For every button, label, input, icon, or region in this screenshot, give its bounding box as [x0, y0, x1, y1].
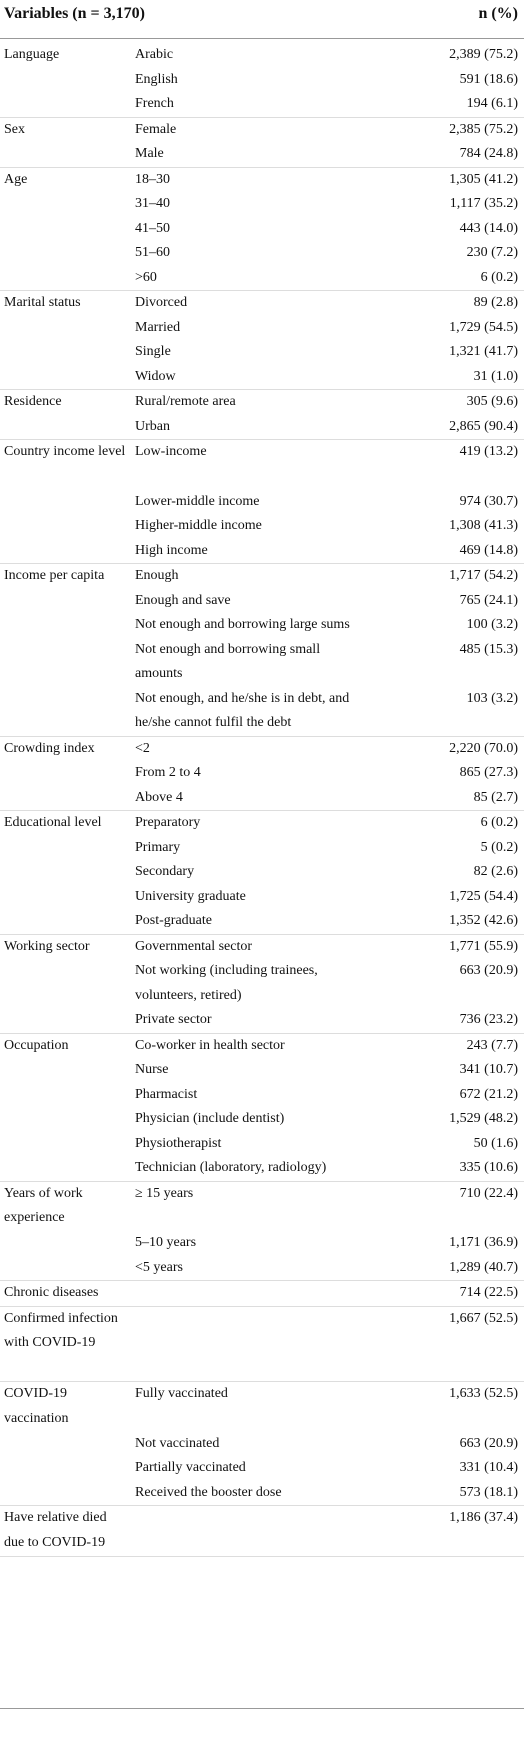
table-group — [0, 118, 524, 168]
table-group — [0, 935, 524, 1034]
table-row — [135, 168, 524, 193]
value-cell: 663 (20.9) — [459, 963, 518, 978]
category-cell: 31–40 — [135, 196, 170, 211]
table-row — [135, 1382, 524, 1407]
category-cell: Higher-middle income — [135, 518, 262, 533]
table-group — [0, 1281, 524, 1307]
table-group — [0, 1506, 524, 1557]
table-row — [135, 316, 524, 341]
variable-label: Language — [4, 47, 60, 62]
value-cell: 672 (21.2) — [459, 1086, 518, 1102]
table-row — [135, 638, 524, 687]
category-cell: Fully vaccinated — [135, 1386, 228, 1401]
table-row — [135, 390, 524, 415]
category-cell: Not enough, and he/she is in debt, and he/she cannot fulfil the debt — [135, 690, 350, 730]
value-cell: 784 (24.8) — [459, 146, 518, 161]
category-cell: Preparatory — [135, 815, 201, 830]
value-cell: 89 (2.8) — [473, 295, 518, 310]
category-cell: Single — [135, 344, 171, 359]
value-cell: 5 (0.2) — [480, 839, 518, 855]
table-row — [135, 1008, 524, 1033]
table-row — [135, 564, 524, 589]
variable-label: Income per capita — [4, 568, 105, 583]
value-cell: 736 (23.2) — [459, 1012, 518, 1027]
value-cell: 1,633 (52.5) — [449, 1386, 518, 1401]
category-cell: >60 — [135, 269, 157, 285]
table-row — [135, 1256, 524, 1281]
table-row — [135, 1231, 524, 1256]
table-row — [135, 909, 524, 934]
table-group — [0, 564, 524, 737]
category-cell: University graduate — [135, 888, 246, 904]
table-group — [0, 168, 524, 292]
category-cell: Secondary — [135, 864, 195, 879]
table-group — [0, 1382, 524, 1506]
value-cell: 305 (9.6) — [466, 394, 518, 409]
category-cell: Enough — [135, 568, 179, 583]
category-cell: Technician (laboratory, radiology) — [135, 1160, 327, 1175]
variable-label: Marital status — [4, 295, 81, 310]
value-cell: 1,352 (42.6) — [449, 913, 518, 928]
value-cell: 331 (10.4) — [459, 1460, 518, 1475]
table-row — [135, 1432, 524, 1457]
value-cell: 1,529 (48.2) — [449, 1111, 518, 1126]
table-row — [135, 687, 524, 736]
value-cell: 765 (24.1) — [459, 592, 518, 608]
category-cell: Private sector — [135, 1012, 212, 1027]
value-cell: 2,385 (75.2) — [449, 121, 518, 137]
category-cell: <5 years — [135, 1259, 183, 1275]
value-cell: 194 (6.1) — [466, 96, 518, 111]
category-cell: 51–60 — [135, 245, 170, 260]
category-cell: Male — [135, 146, 164, 161]
table-row — [135, 811, 524, 836]
table-group — [0, 1307, 524, 1383]
table-row — [135, 761, 524, 786]
category-cell: Nurse — [135, 1062, 169, 1077]
table-row — [135, 118, 524, 143]
variable-label: Sex — [4, 121, 25, 137]
category-cell: ≥ 15 years — [135, 1185, 194, 1201]
value-cell: 591 (18.6) — [459, 71, 518, 87]
table-row — [135, 1156, 524, 1181]
category-cell: English — [135, 71, 178, 87]
category-cell: Rural/remote area — [135, 394, 236, 409]
value-cell: 1,725 (54.4) — [449, 888, 518, 904]
table-row — [135, 241, 524, 266]
table-row — [135, 1307, 524, 1332]
variable-label: Educational level — [4, 815, 102, 830]
value-cell: 230 (7.2) — [466, 245, 518, 260]
category-cell: Female — [135, 121, 177, 137]
value-cell: 2,220 (70.0) — [449, 740, 518, 756]
table-row — [135, 43, 524, 68]
table-group — [0, 440, 524, 564]
table-row — [135, 860, 524, 885]
value-cell: 714 (22.5) — [459, 1285, 518, 1300]
value-cell: 335 (10.6) — [459, 1160, 518, 1175]
table-row — [135, 1506, 524, 1531]
variable-label: Age — [4, 171, 28, 187]
variable-label: Have relative died due to COVID-19 — [4, 1510, 107, 1550]
table-row — [135, 836, 524, 861]
table-row — [135, 1132, 524, 1157]
category-cell: From 2 to 4 — [135, 765, 201, 780]
value-cell: 100 (3.2) — [466, 617, 518, 632]
category-cell: Above 4 — [135, 789, 183, 805]
category-cell: Pharmacist — [135, 1086, 198, 1102]
table-row — [135, 291, 524, 316]
variable-label: Occupation — [4, 1037, 69, 1053]
table-row — [135, 1058, 524, 1083]
table-row — [135, 340, 524, 365]
value-cell: 50 (1.6) — [473, 1135, 518, 1151]
category-cell: Not enough and borrowing small amounts — [135, 641, 321, 681]
variable-label: Country income level — [4, 444, 126, 459]
category-cell: Post-graduate — [135, 913, 212, 928]
value-cell: 103 (3.2) — [466, 690, 518, 706]
value-cell: 663 (20.9) — [459, 1435, 518, 1451]
category-cell: French — [135, 96, 174, 111]
value-cell: 1,289 (40.7) — [449, 1259, 518, 1275]
value-cell: 6 (0.2) — [480, 815, 518, 830]
category-cell: Co-worker in health sector — [135, 1037, 285, 1053]
table-row — [135, 365, 524, 390]
table-row — [135, 539, 524, 564]
value-cell: 85 (2.7) — [473, 789, 518, 805]
table-row — [135, 589, 524, 614]
value-cell: 1,729 (54.5) — [449, 319, 518, 335]
table-row — [135, 1083, 524, 1108]
category-cell: 41–50 — [135, 220, 170, 236]
category-cell: Arabic — [135, 47, 174, 62]
table-row — [135, 142, 524, 167]
table-row — [135, 514, 524, 539]
category-cell: Married — [135, 319, 181, 335]
table-row — [135, 92, 524, 117]
table-row — [135, 1281, 524, 1306]
table-row — [135, 68, 524, 93]
category-cell: Urban — [135, 418, 170, 434]
table-row — [135, 1456, 524, 1481]
table-row — [135, 1107, 524, 1132]
table-row — [135, 490, 524, 515]
value-cell: 1,305 (41.2) — [449, 171, 518, 187]
table-bottom-rule — [0, 1708, 524, 1709]
table-group — [0, 1034, 524, 1182]
value-cell: 1,667 (52.5) — [449, 1310, 518, 1326]
value-cell: 341 (10.7) — [459, 1062, 518, 1077]
value-cell: 1,321 (41.7) — [449, 344, 518, 359]
table-group — [0, 811, 524, 935]
value-cell: 2,389 (75.2) — [449, 47, 518, 62]
value-cell: 1,771 (55.9) — [449, 938, 518, 954]
table-row — [135, 786, 524, 811]
value-cell: 1,308 (41.3) — [449, 518, 518, 533]
category-cell: Physician (include dentist) — [135, 1111, 285, 1126]
value-cell: 1,117 (35.2) — [449, 196, 518, 211]
variable-label: Chronic diseases — [4, 1285, 99, 1300]
value-cell: 443 (14.0) — [459, 220, 518, 236]
value-cell: 573 (18.1) — [459, 1484, 518, 1500]
table-group — [0, 1182, 524, 1282]
table-row — [135, 613, 524, 638]
value-cell: 243 (7.7) — [466, 1037, 518, 1053]
category-cell: Physiotherapist — [135, 1135, 222, 1151]
table-row — [135, 415, 524, 440]
category-cell: Not working (including trainees, volunteers, retired) — [135, 963, 318, 1003]
category-cell: Received the booster dose — [135, 1484, 282, 1500]
table-row — [135, 1182, 524, 1207]
category-cell: <2 — [135, 740, 150, 756]
table-row — [135, 266, 524, 291]
table-row — [135, 885, 524, 910]
variable-label: Years of work experience — [4, 1185, 83, 1225]
table-group — [0, 291, 524, 390]
value-cell: 31 (1.0) — [473, 368, 518, 384]
category-cell: Enough and save — [135, 592, 231, 608]
value-cell: 1,171 (36.9) — [449, 1235, 518, 1250]
category-cell: 18–30 — [135, 171, 170, 187]
table-group — [0, 43, 524, 118]
value-cell: 6 (0.2) — [480, 269, 518, 285]
category-cell: Widow — [135, 368, 176, 384]
category-cell: Not enough and borrowing large sums — [135, 617, 350, 632]
table-row — [135, 737, 524, 762]
value-cell: 485 (15.3) — [459, 641, 518, 657]
value-cell: 82 (2.6) — [473, 864, 518, 879]
category-cell: Primary — [135, 839, 181, 855]
table-row — [135, 440, 524, 465]
category-cell: High income — [135, 542, 208, 558]
variable-label: Confirmed infection with COVID-19 — [4, 1310, 118, 1350]
table-row — [135, 959, 524, 1008]
table-group — [0, 737, 524, 812]
table-row — [135, 192, 524, 217]
table-group — [0, 390, 524, 440]
value-cell: 469 (14.8) — [459, 542, 518, 558]
value-cell: 1,186 (37.4) — [449, 1510, 518, 1525]
category-cell: Governmental sector — [135, 938, 253, 954]
table-row — [135, 1034, 524, 1059]
table-body — [0, 43, 524, 1557]
value-cell: 419 (13.2) — [459, 444, 518, 459]
value-cell: 865 (27.3) — [459, 765, 518, 780]
category-cell: 5–10 years — [135, 1235, 197, 1250]
table-row — [135, 935, 524, 960]
header-n-percent: n (%) — [478, 5, 518, 22]
value-cell: 710 (22.4) — [459, 1185, 518, 1201]
category-cell: Partially vaccinated — [135, 1460, 246, 1475]
value-cell: 1,717 (54.2) — [449, 568, 518, 583]
category-cell: Not vaccinated — [135, 1435, 220, 1451]
header-variables: Variables (n = 3,170) — [4, 5, 145, 22]
category-cell: Low-income — [135, 444, 207, 459]
value-cell: 2,865 (90.4) — [449, 418, 518, 434]
category-cell: Lower-middle income — [135, 493, 260, 509]
table-row — [135, 217, 524, 242]
variable-label: Working sector — [4, 938, 90, 954]
table-row — [135, 1481, 524, 1506]
value-cell: 974 (30.7) — [459, 493, 518, 509]
variable-label: Crowding index — [4, 740, 95, 756]
table-header — [0, 0, 524, 39]
variable-label: Residence — [4, 394, 62, 409]
category-cell: Divorced — [135, 295, 188, 310]
variable-label: COVID-19 vaccination — [4, 1386, 69, 1426]
